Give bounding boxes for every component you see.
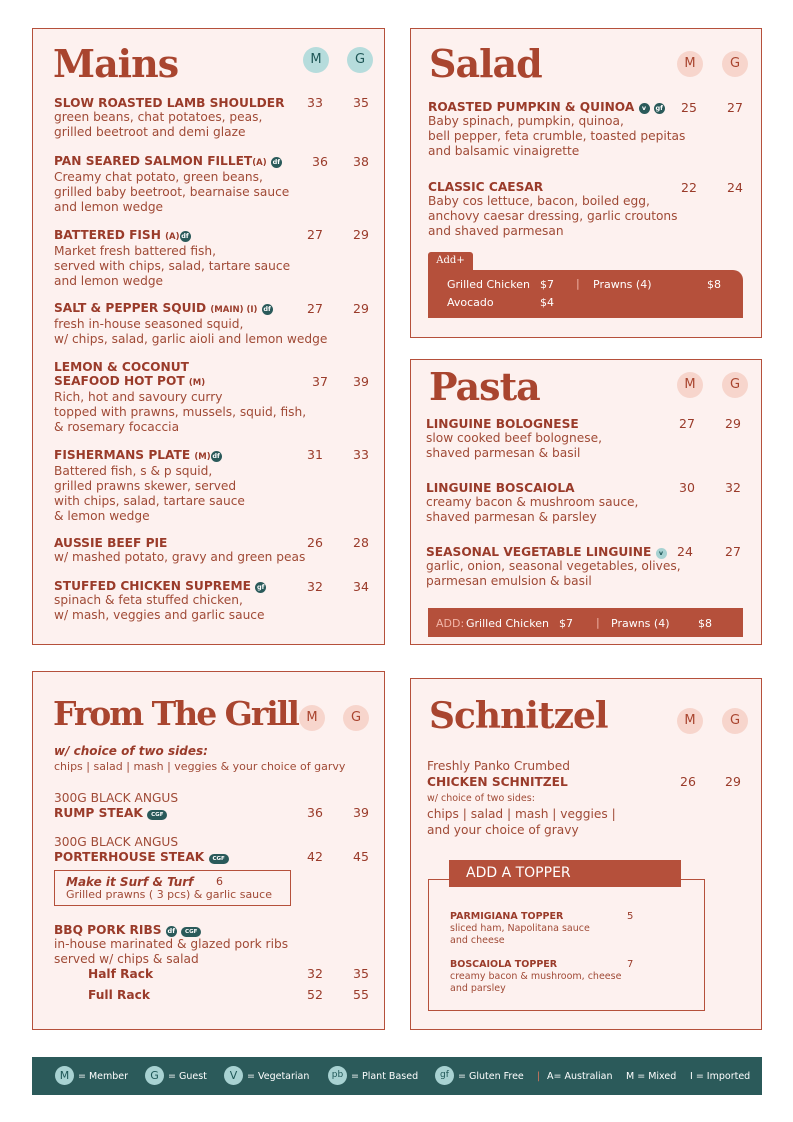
vegetarian-legend-text: = Vegetarian [247,1071,310,1082]
menu-item [54,154,289,215]
item-name-line2: SEAFOOD HOT POT [54,374,185,388]
item-desc: fresh in-house seasoned squid, [54,317,244,331]
addon-prawns-price: $8 [707,278,721,291]
sides-list: and your choice of gravy [427,823,579,837]
menu-item [428,180,678,239]
salad-title: Salad [429,41,542,86]
guest-price: 29 [353,227,369,242]
item-name: STUFFED CHICKEN SUPREME [54,579,251,593]
member-price: 36 [312,154,328,169]
legend-separator: | [537,1071,541,1082]
dairy-free-icon: df [167,927,176,935]
item-name: SALT & PEPPER SQUID [54,301,207,315]
mixed-legend-text: M = Mixed [626,1071,677,1082]
surf-turf-title: Make it Surf & Turf [66,875,194,889]
surf-turf-price: 6 [216,875,223,888]
member-price: 36 [307,805,323,820]
guest-badge: G [722,708,748,734]
item-desc: Rich, hot and savoury curry [54,390,223,404]
member-price: 31 [307,447,323,462]
item-desc: served with chips, salad, tartare sauce [54,259,291,273]
schnitzel-prefix: Freshly Panko Crumbed [427,759,570,773]
item-name: BBQ PORK RIBS [54,923,162,937]
menu-item [54,536,305,565]
sides-title: w/ choice of two sides: [427,793,535,804]
item-desc: shaved parmesan & basil [426,446,581,460]
member-price: 30 [679,480,695,495]
member-price: 24 [677,544,693,559]
full-rack-guest-price: 55 [353,987,369,1002]
guest-badge: G [347,47,373,73]
item-origin-tag: (M) [194,452,211,462]
member-price: 26 [307,535,323,550]
menu-item [54,835,229,864]
topper-desc: and cheese [450,935,505,946]
item-desc: w/ chips, salad, garlic aioli and lemon wedge [54,332,328,346]
schnitzel-panel [410,678,762,1030]
item-desc: shaved parmesan & parsley [426,510,597,524]
half-rack-member-price: 32 [307,966,323,981]
topper-price: 7 [627,959,634,970]
item-name: CHICKEN SCHNITZEL [427,775,568,789]
guest-price: 45 [353,849,369,864]
half-rack-guest-price: 35 [353,966,369,981]
half-rack-label: Half Rack [88,967,154,981]
item-desc: Creamy chat potato, green beans, [54,170,263,184]
member-price: 25 [681,100,697,115]
item-name: ROASTED PUMPKIN & QUINOA [428,100,635,114]
addon-chicken: Grilled Chicken [447,278,530,291]
item-desc: parmesan emulsion & basil [426,574,592,588]
addon-chicken-price: $7 [540,278,554,291]
pasta-title: Pasta [429,364,540,409]
menu-item [54,791,178,820]
addon-chicken: Grilled Chicken [466,617,549,630]
mains-panel [32,28,385,645]
gluten-free-legend-icon: gf [435,1066,454,1085]
dairy-free-icon: df [212,452,220,460]
topper-item [450,959,621,995]
item-desc: Baby cos lettuce, bacon, boiled egg, [428,194,650,208]
item-desc: anchovy caesar dressing, garlic croutons [428,209,678,223]
vegetarian-icon: v [639,103,650,114]
addon-separator: | [596,616,600,629]
vegetarian-icon: v [656,548,667,559]
guest-price: 29 [725,416,741,431]
topper-item [450,911,590,947]
item-name: LINGUINE BOSCAIOLA [426,481,575,495]
addon-avocado-price: $4 [540,296,554,309]
item-desc: and lemon wedge [54,200,164,214]
menu-item [54,360,306,435]
dairy-free-icon: df [181,232,189,240]
guest-price: 38 [353,154,369,169]
gluten-free-legend-text: = Gluten Free [458,1071,524,1082]
item-desc: green beans, chat potatoes, peas, [54,110,263,124]
item-desc: Market fresh battered fish, [54,244,216,258]
guest-price: 39 [353,374,369,389]
member-price: 27 [679,416,695,431]
pasta-addons-bar [428,608,743,637]
vegetarian-legend-icon: V [224,1066,243,1085]
gluten-free-option-icon: CGF [181,927,201,937]
sides-list: chips | salad | mash | veggies | [427,807,616,821]
item-name: FISHERMANS PLATE [54,448,191,462]
item-desc: and shaved parmesan [428,224,564,238]
item-desc: grilled baby beetroot, bearnaise sauce [54,185,290,199]
grill-title: From The Grill [53,694,298,733]
addon-label: ADD: [436,617,465,630]
topper-desc: and parsley [450,983,506,994]
member-price: 26 [680,774,696,789]
item-origin-tag: (A) [165,232,180,242]
guest-price: 29 [353,301,369,316]
item-desc: Battered fish, s & p squid, [54,464,213,478]
gluten-free-option-icon: CGF [147,810,167,820]
member-badge: M [677,51,703,77]
item-name: LEMON & COCONUT [54,360,189,374]
item-desc: and balsamic vinaigrette [428,144,580,158]
gluten-free-icon: gf [655,104,663,112]
menu-item [54,96,284,140]
item-desc: Baby spinach, pumpkin, quinoa, [428,114,624,128]
member-legend-text: = Member [78,1071,129,1082]
guest-price: 39 [353,805,369,820]
member-badge: M [677,372,703,398]
guest-price: 29 [725,774,741,789]
salad-panel [410,28,762,338]
item-name: AUSSIE BEEF PIE [54,536,168,550]
topper-name: BOSCAIOLA TOPPER [450,959,558,970]
surf-turf-desc: Grilled prawns ( 3 pcs) & garlic sauce [66,888,272,901]
addon-prawns: Prawns (4) [611,617,670,630]
menu-item [428,100,685,159]
member-badge: M [299,705,325,731]
pasta-panel [410,359,762,645]
guest-price: 35 [353,95,369,110]
dairy-free-icon: df [263,305,271,313]
item-prefix: 300G BLACK ANGUS [54,835,179,849]
addon-chicken-price: $7 [559,617,573,630]
item-desc: spinach & feta stuffed chicken, [54,593,243,607]
sides-list: chips | salad | mash | veggies & your choice of garvy [54,760,346,773]
guest-legend-text: = Guest [168,1071,207,1082]
schnitzel-title: Schnitzel [429,695,608,737]
item-desc: grilled prawns skewer, served [54,479,237,493]
menu-item [54,448,245,524]
guest-price: 28 [353,535,369,550]
item-name: PAN SEARED SALMON FILLET [54,154,253,168]
item-desc: & rosemary focaccia [54,420,180,434]
item-desc: w/ mashed potato, gravy and green peas [54,550,306,564]
menu-item [54,579,266,623]
item-name: RUMP STEAK [54,806,143,820]
item-name: SLOW ROASTED LAMB SHOULDER [54,96,285,110]
guest-badge: G [722,372,748,398]
add-label-tab: Add+ [428,252,473,270]
item-desc: & lemon wedge [54,509,150,523]
item-name: PORTERHOUSE STEAK [54,850,205,864]
gluten-free-option-icon: CGF [209,854,229,864]
member-price: 42 [307,849,323,864]
topper-desc: creamy bacon & mushroom, cheese [450,971,622,982]
member-legend-icon: M [55,1066,74,1085]
menu-item [54,923,288,967]
legend-footer [32,1057,762,1095]
menu-item [54,301,327,347]
member-badge: M [303,47,329,73]
addon-avocado: Avocado [447,296,494,309]
menu-item [426,545,681,589]
item-desc: with chips, salad, tartare sauce [54,494,245,508]
item-origin-tag: (MAIN) (I) [210,305,258,315]
member-price: 27 [307,227,323,242]
gluten-free-icon: gf [256,583,265,591]
item-desc: topped with prawns, mussels, squid, fish, [54,405,307,419]
sides-title: w/ choice of two sides: [54,744,208,758]
salad-addons-bar [428,270,743,318]
item-prefix: 300G BLACK ANGUS [54,791,179,805]
member-price: 32 [307,579,323,594]
full-rack-member-price: 52 [307,987,323,1002]
menu-item [54,228,290,289]
item-name: SEASONAL VEGETABLE LINGUINE [426,545,652,559]
plant-based-legend-icon: pb [328,1066,347,1085]
grill-panel [32,671,385,1030]
addon-separator: | [576,277,580,290]
member-price: 27 [307,301,323,316]
item-desc: creamy bacon & mushroom sauce, [426,495,639,509]
topper-price: 5 [627,911,634,922]
mains-title: Mains [53,41,179,86]
item-name: CLASSIC CAESAR [428,180,544,194]
item-desc: w/ mash, veggies and garlic sauce [54,608,265,622]
full-rack-label: Full Rack [88,988,150,1002]
item-name: LINGUINE BOLOGNESE [426,417,579,431]
topper-header: ADD A TOPPER [449,860,681,887]
guest-price: 24 [727,180,743,195]
member-price: 37 [312,374,328,389]
guest-price: 32 [725,480,741,495]
item-desc: grilled beetroot and demi glaze [54,125,246,139]
plant-based-legend-text: = Plant Based [351,1071,419,1082]
item-desc: bell pepper, feta crumble, toasted pepitas [428,129,686,143]
surf-turf-box [54,870,291,906]
item-origin-tag: (A) [252,158,267,168]
guest-badge: G [343,705,369,731]
item-name: BATTERED FISH [54,228,161,242]
guest-price: 27 [725,544,741,559]
item-origin-tag: (M) [188,378,206,388]
menu-item [426,481,638,525]
dairy-free-icon: df [272,158,281,166]
member-badge: M [677,708,703,734]
addon-prawns-price: $8 [698,617,712,630]
menu-item [426,417,602,461]
member-price: 33 [307,95,323,110]
topper-name: PARMIGIANA TOPPER [450,911,564,922]
item-desc: garlic, onion, seasonal vegetables, olives, [426,559,681,573]
guest-legend-icon: G [145,1066,164,1085]
guest-price: 33 [353,447,369,462]
guest-badge: G [722,51,748,77]
australian-legend-text: A= Australian [547,1071,613,1082]
item-desc: and lemon wedge [54,274,164,288]
addon-prawns: Prawns (4) [593,278,652,291]
item-desc: slow cooked beef bolognese, [426,431,602,445]
item-desc: served w/ chips & salad [54,952,199,966]
guest-price: 34 [353,579,369,594]
member-price: 22 [681,180,697,195]
imported-legend-text: I = Imported [690,1071,751,1082]
item-desc: in-house marinated & glazed pork ribs [54,937,289,951]
topper-desc: sliced ham, Napolitana sauce [450,923,590,934]
guest-price: 27 [727,100,743,115]
